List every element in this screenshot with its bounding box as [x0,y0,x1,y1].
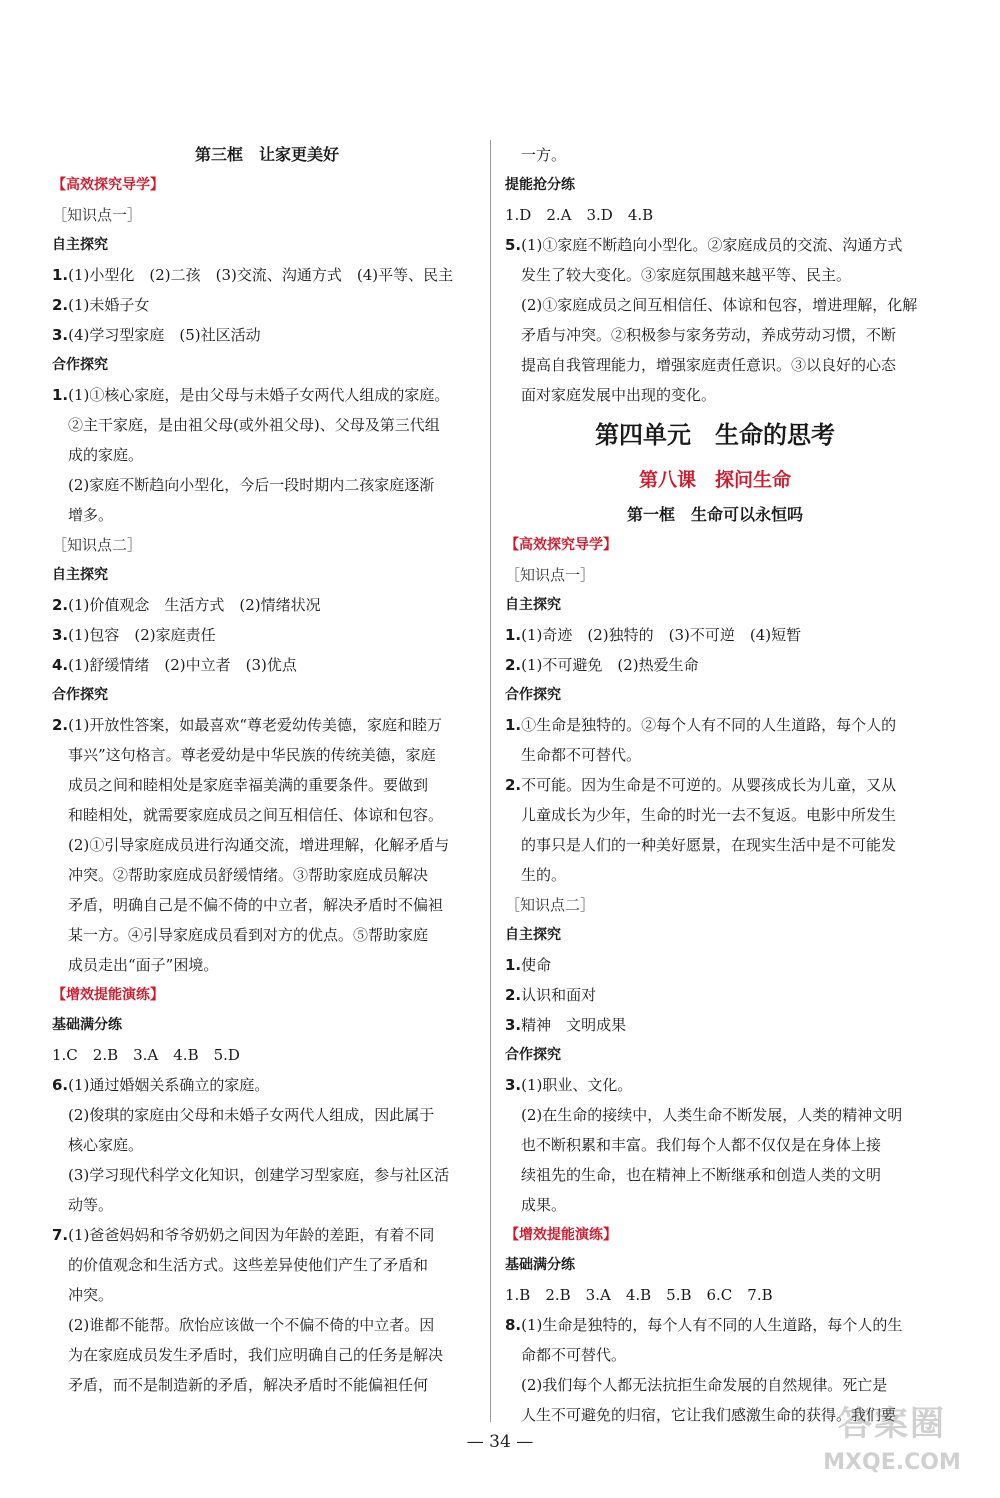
section-label: 【高效探究导学】 [52,177,164,193]
question-number: 3. [52,626,69,644]
question-number: 2. [505,776,522,794]
question-number: 1. [505,956,522,974]
question-number: 1. [52,266,69,284]
answer-line [505,230,925,260]
answer-text: (1)①家庭不断趋向小型化。②家庭成员的交流、沟通方式 [521,236,903,254]
subsection-title: 自主探究 [505,597,561,613]
question-number: 8. [505,1316,522,1334]
question-number: 5. [505,236,522,254]
answer-continuation: 某一方。④引导家庭成员看到对方的优点。⑤帮助家庭 [68,926,429,944]
section-label: 【增效提能演练】 [505,1227,617,1243]
answer-continuation: (2)家庭不断趋向小型化，今后一段时期内二孩家庭逐渐 [68,476,435,494]
lesson-heading: 第八课 探问生命 [638,469,791,491]
knowledge-point-label: ［知识点二］ [52,536,143,554]
answer-continuation: 核心家庭。 [68,1136,144,1154]
answer-continuation: 发生了较大变化。③家庭氛围越来越平等、民主。 [521,266,852,284]
answer-continuation: 事兴”这句格言。尊老爱幼是中华民族的传统美德，家庭 [68,746,436,764]
answer-line [505,1280,925,1310]
answer-text: 使命 [521,956,552,974]
answer-continuation: (2)在生命的接续中，人类生命不断发展，人类的精神文明 [521,1106,903,1124]
answer-text: (1)舒缓情绪 (2)中立者 (3)优点 [68,656,297,674]
answer-continuation: 儿童成长为少年，生命的时光一去不复返。电影中所发生 [521,806,897,824]
knowledge-point-label: ［知识点一］ [505,566,596,584]
subsection-title: 合作探究 [52,687,108,703]
answer-line [52,380,482,410]
answer-line [505,1070,925,1100]
answer-text: (1)不可避免 (2)热爱生命 [521,656,699,674]
answer-line [52,1070,482,1100]
answer-text: (1)①核心家庭，是由父母与未婚子女两代人组成的家庭。 [68,386,450,404]
answer-text: (1)价值观念 生活方式 (2)情绪状况 [68,596,321,614]
answer-continuation: 成员走出“面子”困境。 [68,956,219,974]
answer-line [505,770,925,800]
answer-line [52,320,482,350]
answer-continuation: 的事只是人们的一种美好愿景，在现实生活中是不可能发 [521,836,897,854]
subsection-title: 合作探究 [505,687,561,703]
answer-continuation: ②主干家庭，是由祖父母(或外祖父母)、父母及第三代组 [68,416,440,434]
answer-continuation: (2)①引导家庭成员进行沟通交流，增进理解，化解矛盾与 [68,836,450,854]
answer-continuation: (2)谁都不能帮。欣怡应该做一个不偏不倚的中立者。因 [68,1316,435,1334]
answer-continuation: 面对家庭发展中出现的变化。 [521,386,717,404]
answer-text: (1)未婚子女 [68,296,150,314]
answer-text: (1)职业、文化。 [521,1076,633,1094]
answer-text: 1.D 2.A 3.D 4.B [505,206,654,224]
question-number: 1. [52,386,69,404]
answer-continuation: 成果。 [521,1196,567,1214]
answer-continuation: (2)①家庭成员之间互相信任、体谅和包容，增进理解，化解 [521,296,918,314]
answer-continuation: 成的家庭。 [68,446,144,464]
answer-text: 1.B 2.B 3.A 4.B 5.B 6.C 7.B [505,1286,773,1304]
answer-continuation: 矛盾，明确自己是不偏不倚的中立者，解决矛盾时不偏袒 [68,896,444,914]
answer-continuation: 和睦相处，就需要家庭成员之间互相信任、体谅和包容。 [68,806,444,824]
answer-continuation: 增多。 [68,506,114,524]
answer-continuation: 动等。 [68,1196,114,1214]
subsection-title: 合作探究 [52,357,108,373]
answer-text: (4)学习型家庭 (5)社区活动 [68,326,261,344]
question-number: 2. [505,986,522,1004]
answer-line [505,620,925,650]
column-divider [490,140,491,1422]
answer-line [52,290,482,320]
subsection-title: 提能抢分练 [505,177,575,193]
question-number: 2. [52,596,69,614]
answer-text: 精神 文明成果 [521,1016,627,1034]
answer-continuation: (3)学习现代科学文化知识，创建学习型家庭，参与社区活 [68,1166,450,1184]
answer-line [52,260,482,290]
question-number: 1. [505,716,522,734]
answer-continuation: (2)我们每个人都无法抗拒生命发展的自然规律。死亡是 [521,1376,888,1394]
answer-continuation: 冲突。 [68,1286,114,1304]
answer-line [52,590,482,620]
answer-continuation: 的价值观念和生活方式。这些差异使他们产生了矛盾和 [68,1256,429,1274]
answer-line [505,1010,925,1040]
section-heading: 第一框 生命可以永恒吗 [626,505,803,524]
answer-line [505,980,925,1010]
answer-text: (1)开放性答案，如最喜欢“尊老爱幼传美德，家庭和睦万 [68,716,443,734]
subsection-title: 合作探究 [505,1047,561,1063]
question-number: 2. [52,296,69,314]
answer-text: (1)包容 (2)家庭责任 [68,626,216,644]
page-number: — 34 — [466,1432,534,1452]
answer-text: 1.C 2.B 3.A 4.B 5.D [52,1046,240,1064]
left-column [52,140,482,1400]
answer-text: (1)生命是独特的，每个人有不同的人生道路，每个人的生 [521,1316,903,1334]
answer-text: 认识和面对 [521,986,597,1004]
answer-continuation: 生命都不可替代。 [521,746,642,764]
answer-continuation: 一方。 [521,146,567,164]
question-number: 1. [505,626,522,644]
answer-continuation: 提高自我管理能力，增强家庭责任意识。③以良好的心态 [521,356,897,374]
answer-line [52,1220,482,1250]
answer-continuation: 也不断积累和丰富。我们每个人都不仅仅是在身体上接 [521,1136,882,1154]
subsection-title: 自主探究 [52,237,108,253]
section-label: 【增效提能演练】 [52,987,164,1003]
section-label: 【高效探究导学】 [505,537,617,553]
answer-line [505,710,925,740]
question-number: 3. [52,326,69,344]
answer-line [52,620,482,650]
answer-text: (1)小型化 (2)二孩 (3)交流、沟通方式 (4)平等、民主 [68,266,454,284]
question-number: 3. [505,1076,522,1094]
right-column [505,140,925,1430]
subsection-title: 基础满分练 [505,1257,575,1273]
knowledge-point-label: ［知识点二］ [505,896,596,914]
answer-continuation: 命都不可替代。 [521,1346,627,1364]
answer-continuation: 为在家庭成员发生矛盾时，我们应明确自己的任务是解决 [68,1346,444,1364]
answer-text: (1)奇迹 (2)独特的 (3)不可逆 (4)短暂 [521,626,802,644]
answer-line [505,200,925,230]
answer-line [505,950,925,980]
question-number: 2. [52,716,69,734]
answer-line [52,710,482,740]
answer-continuation: 人生不可避免的归宿，它让我们感激生命的获得。我们要 [521,1406,897,1424]
question-number: 6. [52,1076,69,1094]
question-number: 3. [505,1016,522,1034]
question-number: 4. [52,656,69,674]
answer-line [52,1040,482,1070]
answer-line [505,650,925,680]
section-heading: 第三框 让家更美好 [194,145,339,164]
answer-continuation: (2)俊琪的家庭由父母和未婚子女两代人组成，因此属于 [68,1106,435,1124]
answer-line [52,650,482,680]
unit-heading: 第四单元 生命的思考 [595,421,835,449]
answer-text: 不可能。因为生命是不可逆的。从婴孩成长为儿童，又从 [521,776,897,794]
answer-continuation: 生的。 [521,866,567,884]
watermark [802,1400,982,1488]
answer-continuation: 续祖先的生命，也在精神上不断继承和创造人类的文明 [521,1166,882,1184]
question-number: 2. [505,656,522,674]
answer-continuation: 矛盾与冲突。②积极参与家务劳动，养成劳动习惯，不断 [521,326,897,344]
answer-text: ①生命是独特的。②每个人有不同的人生道路，每个人的 [521,716,897,734]
answer-continuation: 矛盾，而不是制造新的矛盾，解决矛盾时不能偏袒任何 [68,1376,429,1394]
answer-line [505,1310,925,1340]
answer-text: (1)通过婚姻关系确立的家庭。 [68,1076,270,1094]
subsection-title: 基础满分练 [52,1017,122,1033]
watermark-logo: 答案圈 [838,1404,946,1444]
answer-continuation: 成员之间和睦相处是家庭幸福美满的重要条件。要做到 [68,776,429,794]
question-number: 7. [52,1226,69,1244]
knowledge-point-label: ［知识点一］ [52,206,143,224]
answer-continuation: 冲突。②帮助家庭成员舒缓情绪。③帮助家庭成员解决 [68,866,429,884]
subsection-title: 自主探究 [505,927,561,943]
watermark-url: MXQE.COM [823,1450,961,1475]
subsection-title: 自主探究 [52,567,108,583]
answer-text: (1)爸爸妈妈和爷爷奶奶之间因为年龄的差距，有着不同 [68,1226,435,1244]
